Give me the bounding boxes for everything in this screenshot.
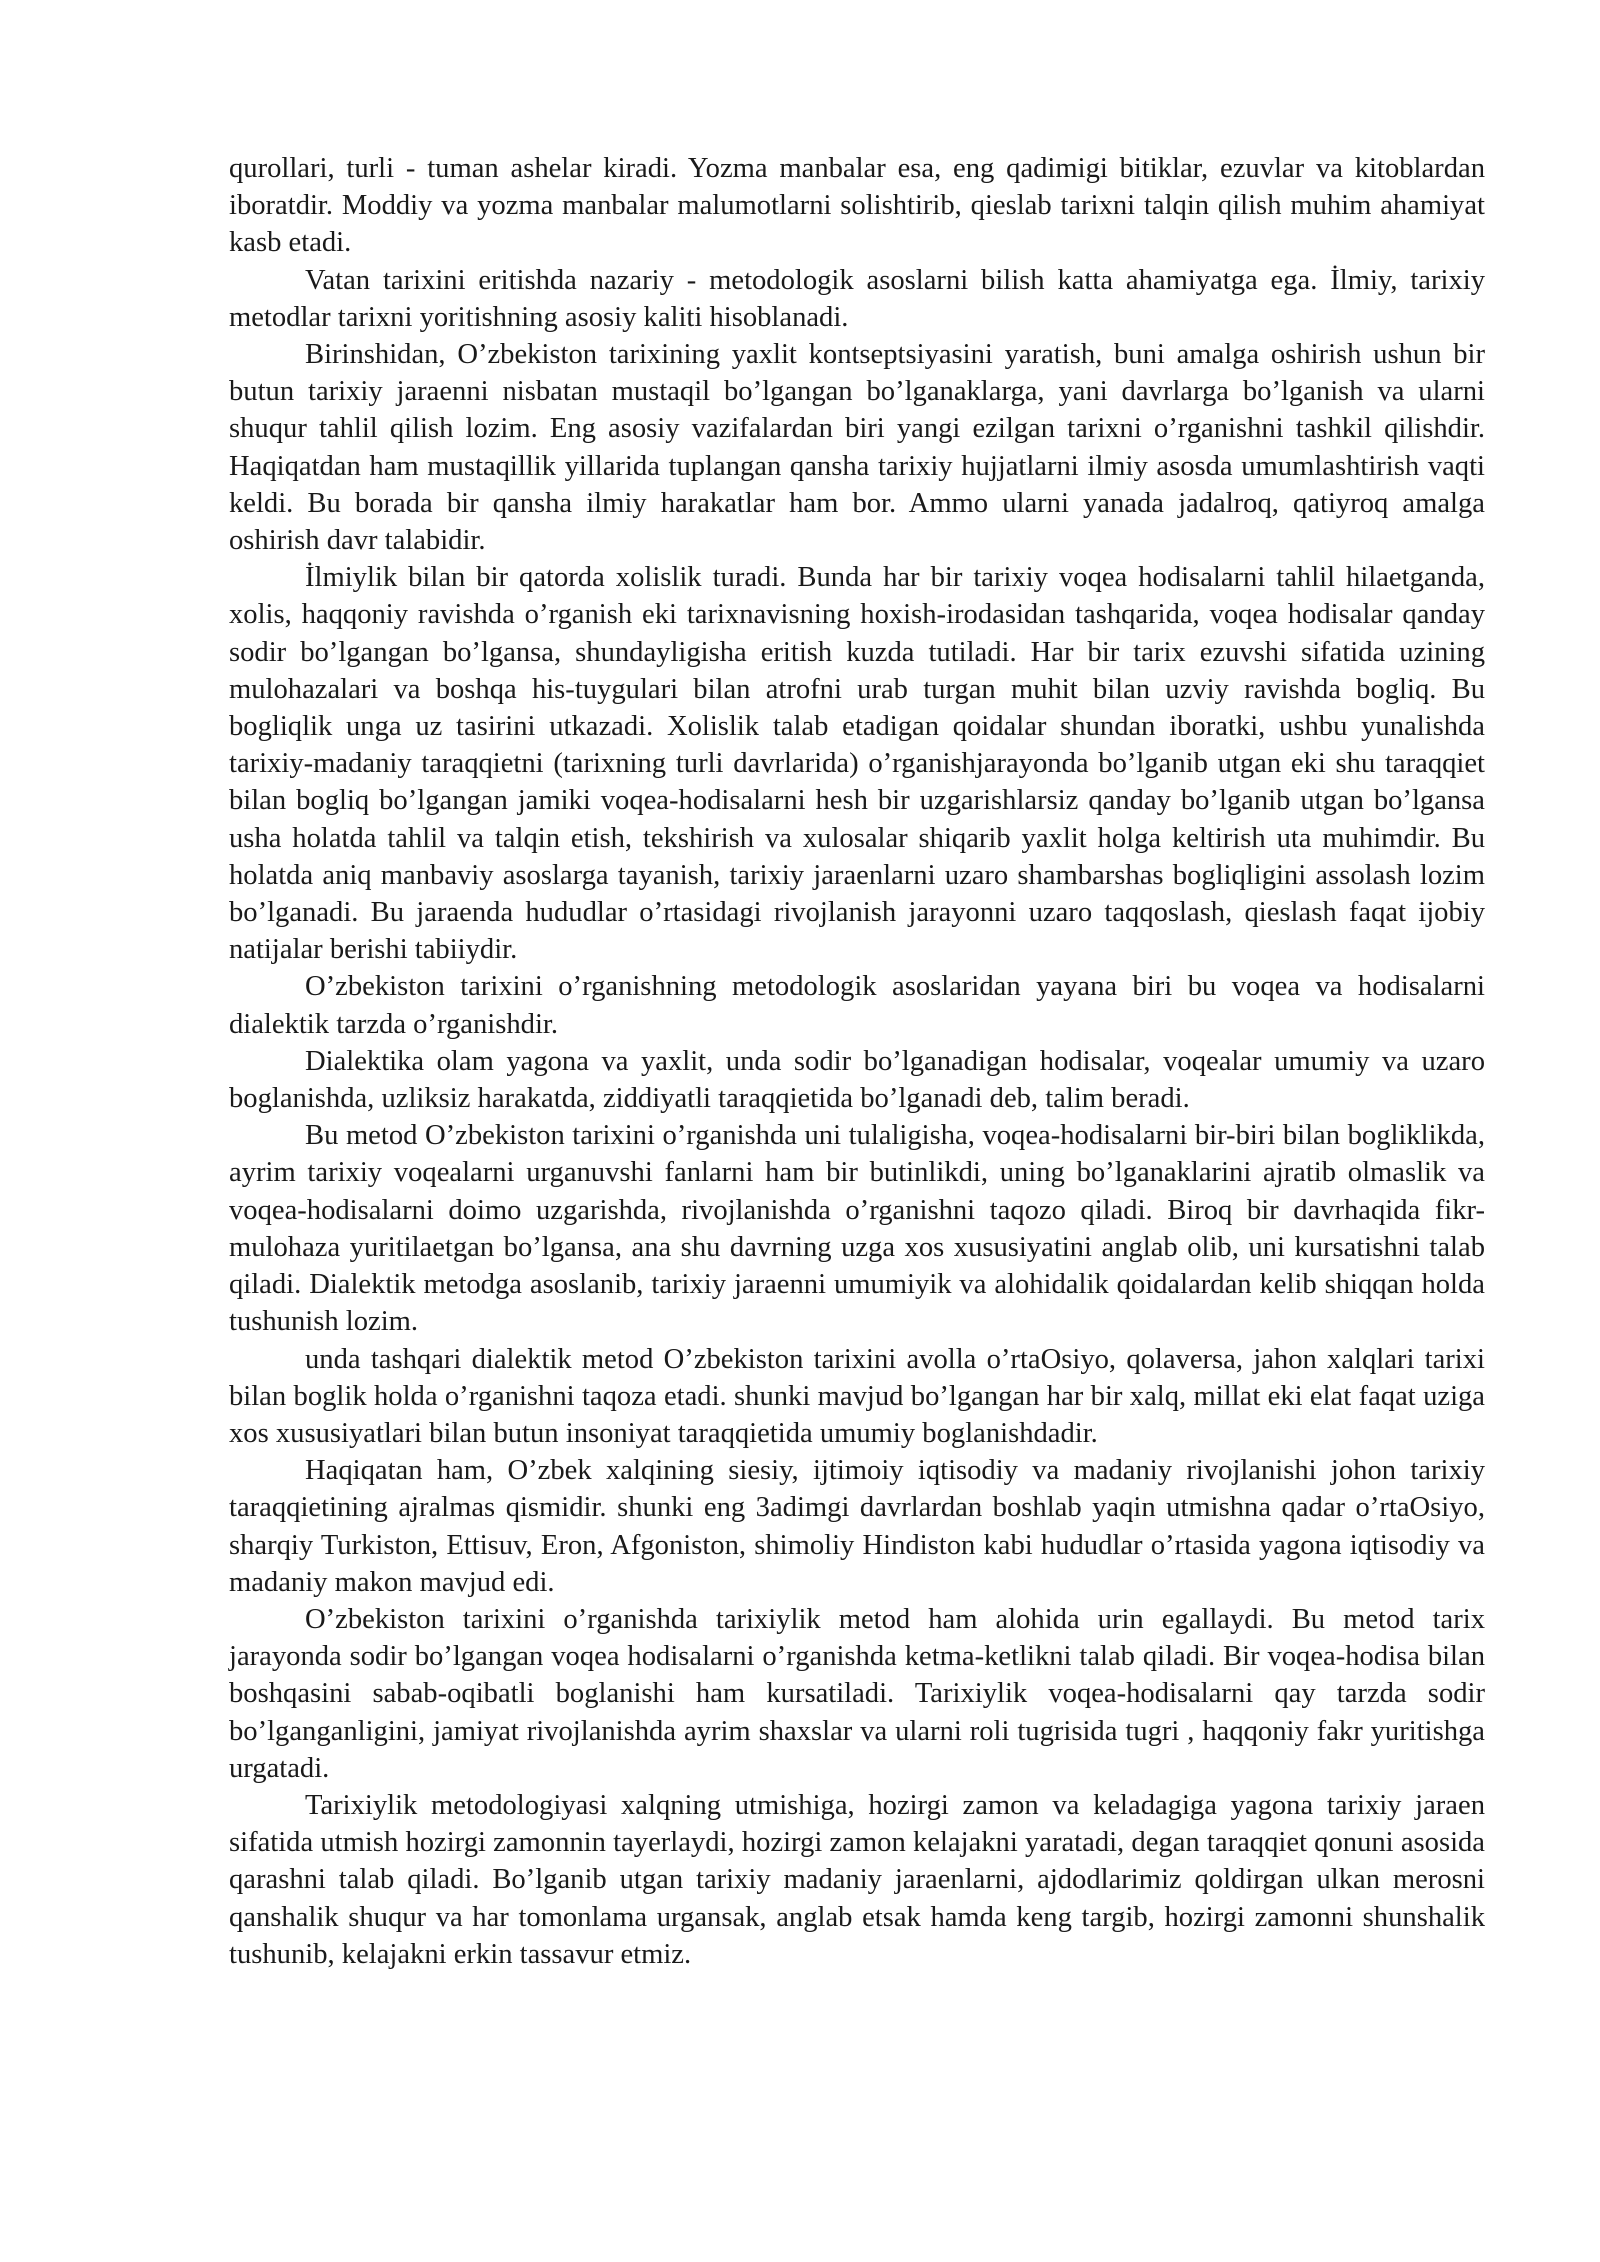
paragraph-3: Birinshidan, O’zbekiston tarixining yaxlit kontseptsiyasini yaratish, buni amalga oshirish ushun bir butun tarixiy jaraenni nisbatan mustaqil bo’lgangan bo’lganaklarga, yani davrlarga bo’lganish va ularni shuqur tahlil qilish lozim. Eng asosiy vazifalardan biri yangi ezilgan tarixni o’rganishni tashkil qilishdir. Haqiqatdan ham mustaqillik yillarida tuplangan qansha tarixiy hujjatlarni ilmiy asosda umumlashtirish vaqti keldi. Bu borada bir qansha ilmiy harakatlar ham bor. Ammo ularni yanada jadalroq, qatiyroq amalga oshirish davr talabidir. [229, 339, 1485, 557]
paragraph-7: Bu metod O’zbekiston tarixini o’rganishda uni tulaligisha, voqea-hodisalarni bir-biri bilan bogliklikda, ayrim tarixiy voqealarni urganuvshi fanlarni ham bir butinlikdi, uning bo’lganaklarini ajratib olmaslik va voqea-hodisalarni doimo uzgarishda, rivojlanishda o’rganishni taqozo qiladi. Biroq bir davrhaqida fikr-mulohaza yuritilaetgan bo’lgansa, ana shu davrning uzga xos xususiyatini anglab olib, uni kursatishni talab qiladi. Dialektik metodga asoslanib, tarixiy jaraenni umumiyik va alohidalik qoidalardan kelib shiqqan holda tushunish lozim. [229, 1120, 1485, 1338]
paragraph-10: O’zbekiston tarixini o’rganishda tarixiylik metod ham alohida urin egallaydi. Bu metod tarix jarayonda sodir bo’lgangan voqea hodisalarni o’rganishda ketma-ketlikni talab qiladi. Bir voqea-hodisa bilan boshqasini sabab-oqibatli boglanishi ham kursatiladi. Tarixiylik voqea-hodisalarni qay tarzda sodir bo’lganganligini, jamiyat rivojlanishda ayrim shaxslar va ularni roli tugrisida tugri , haqqoniy fakr yuritishga urgatadi. [229, 1603, 1485, 1784]
paragraph-11: Tarixiylik metodologiyasi xalqning utmishiga, hozirgi zamon va keladagiga yagona tarixiy jaraen sifatida utmish hozirgi zamonnin tayerlaydi, hozirgi zamon kelajakni yaratadi, degan taraqqiet qonuni asosida qarashni talab qiladi. Bo’lganib utgan tarixiy madaniy jaraenlarni, ajdodlarimiz qoldirgan ulkan merosni qanshalik shuqur va har tomonlama urgansak, anglab etsak hamda keng targib, hozirgi zamonni shunshalik tushunib, kelajakni erkin tassavur etmiz. [229, 1789, 1485, 1970]
paragraph-9: Haqiqatan ham, O’zbek xalqining siesiy, ijtimoiy iqtisodiy va madaniy rivojlanishi johon tarixiy taraqqietining ajralmas qismidir. shunki eng 3adimgi davrlardan boshlab yaqin utmishna qadar o’rtaOsiyo, sharqiy Turkiston, Ettisuv, Eron, Afgoniston, shimoliy Hindiston kabi hududlar o’rtasida yagona iqtisodiy va madaniy makon mavjud edi. [229, 1455, 1485, 1598]
paragraph-8: unda tashqari dialektik metod O’zbekiston tarixini avolla o’rtaOsiyo, qolaversa, jahon xalqlari tarixi bilan boglik holda o’rganishni taqoza etadi. shunki mavjud bo’lgangan har bir xalq, millat eki elat faqat uziga xos xususiyatlari bilan butun insoniyat taraqqietida umumiy boglanishdadir. [229, 1343, 1485, 1449]
paragraph-1: qurollari, turli - tuman ashelar kiradi. Yozma manbalar esa, eng qadimigi bitiklar, ezuvlar va kitoblardan iboratdir. Moddiy va yozma manbalar malumotlarni solishtirib, qieslab tarixni talqin qilish muhim ahamiyat kasb etadi. [229, 153, 1485, 259]
paragraph-2: Vatan tarixini eritishda nazariy - metodologik asoslarni bilish katta ahamiyatga ega. İlmiy, tarixiy metodlar tarixni yoritishning asosiy kaliti hisoblanadi. [229, 264, 1485, 333]
paragraph-5: O’zbekiston tarixini o’rganishning metodologik asoslaridan yayana biri bu voqea va hodisalarni dialektik tarzda o’rganishdir. [229, 971, 1485, 1040]
paragraph-4: İlmiylik bilan bir qatorda xolislik turadi. Bunda har bir tarixiy voqea hodisalarni tahlil hilaetganda, xolis, haqqoniy ravishda o’rganish eki tarixnavisning hoxish-irodasidan tashqarida, voqea hodisalar qanday sodir bo’lgangan bo’lgansa, shundayligisha eritish kuzda tutiladi. Har bir tarix ezuvshi sifatida uzining mulohazalari va boshqa his-tuygulari bilan atrofni urab turgan muhit bilan uzviy ravishda bogliq. Bu bogliqlik unga uz tasirini utkazadi. Xolislik talab etadigan qoidalar shundan iboratki, ushbu yunalishda tarixiy-madaniy taraqqietni (tarixning turli davrlarida) o’rganishjarayonda bo’lganib utgan eki shu taraqqiet bilan bogliq bo’lgangan jamiki voqea-hodisalarni hesh bir uzgarishlarsiz qanday bo’lganib utgan bo’lgansa usha holatda tahlil va talqin etish, tekshirish va xulosalar shiqarib yaxlit holga keltirish uta muhimdir. Bu holatda aniq manbaviy asoslarga tayanish, tarixiy jaraenlarni uzaro shambarshas bogliqligini assolash lozim bo’lganadi. Bu jaraenda hududlar o’rtasidagi rivojlanish jarayonni uzaro taqqoslash, qieslash faqat ijobiy natijalar berishi tabiiydir. [229, 562, 1485, 966]
document-body [229, 150, 1485, 1973]
paragraph-6: Dialektika olam yagona va yaxlit, unda sodir bo’lganadigan hodisalar, voqealar umumiy va uzaro boglanishda, uzliksiz harakatda, ziddiyatli taraqqietida bo’lganadi deb, talim beradi. [229, 1045, 1485, 1115]
